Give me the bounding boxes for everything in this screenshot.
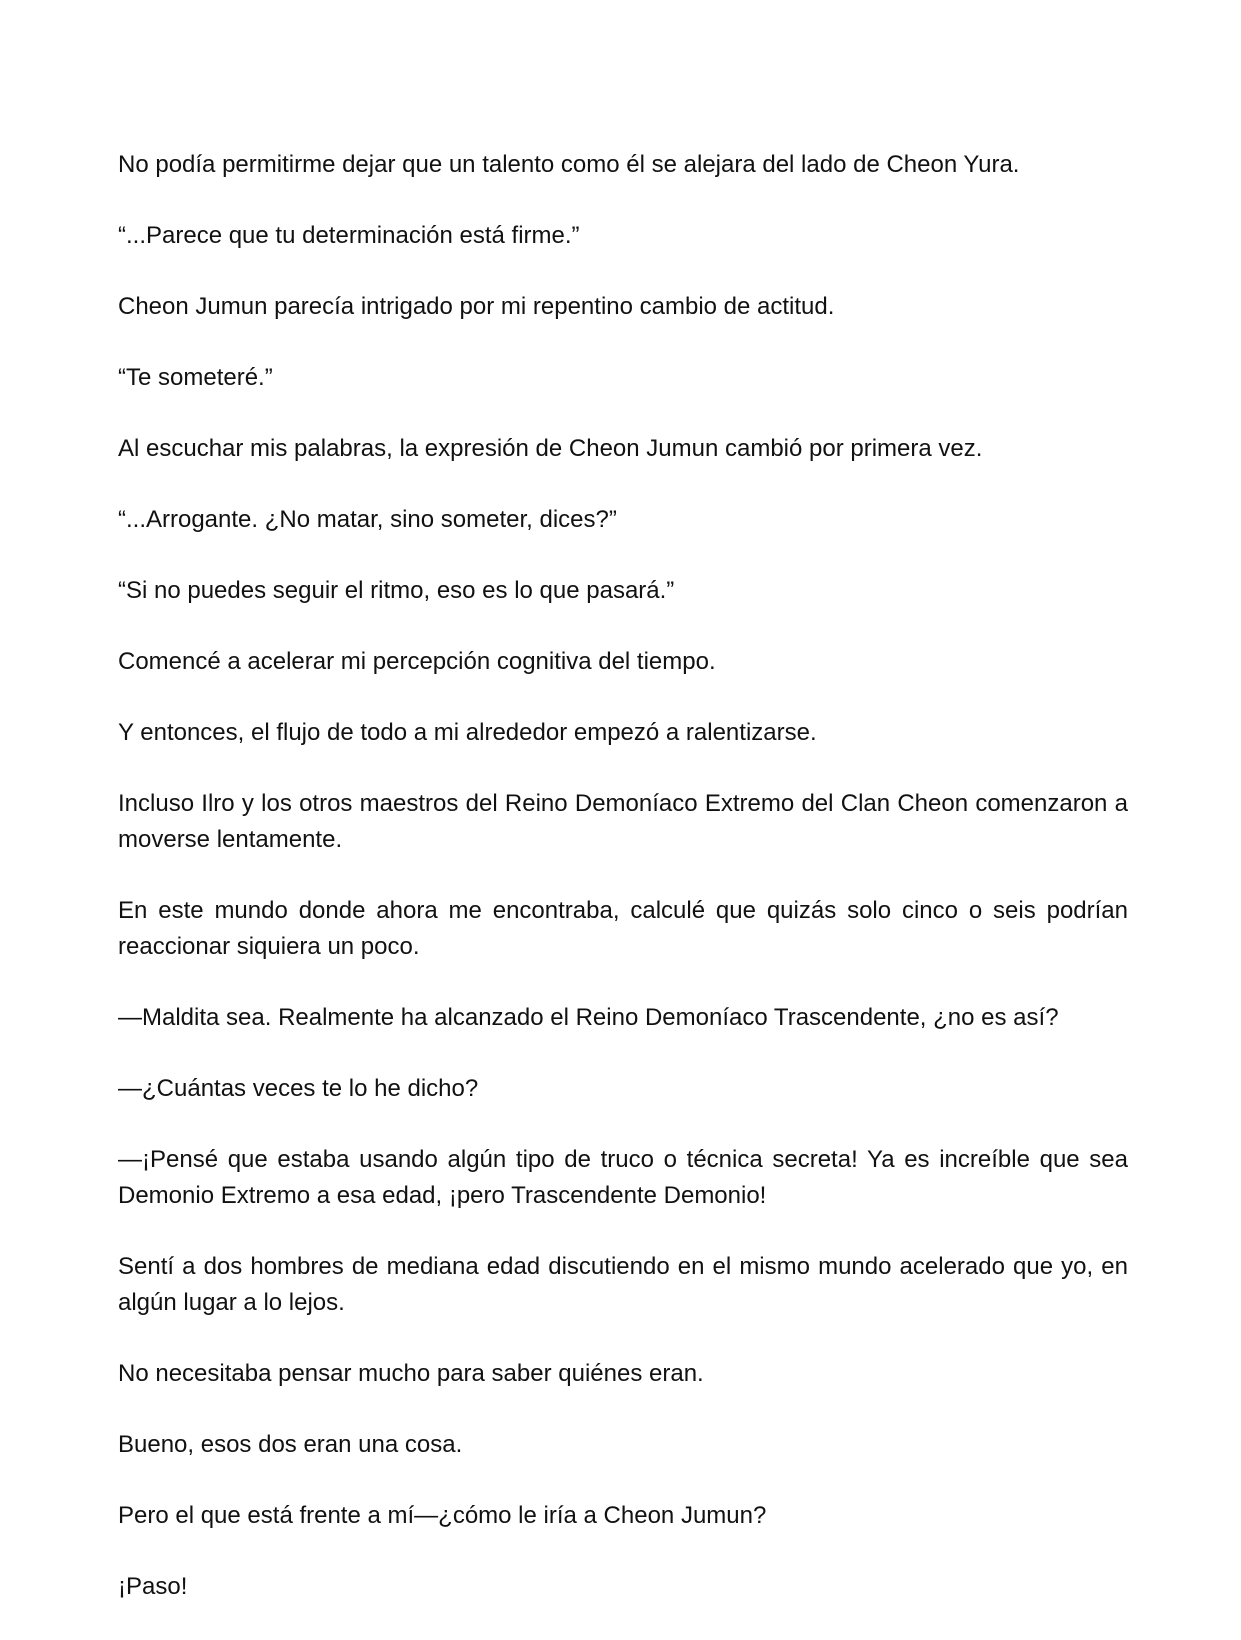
paragraph-15: Sentí a dos hombres de mediana edad discutiendo en el mismo mundo acelerado que yo, en algún lugar a lo lejos. xyxy=(118,1253,1128,1316)
paragraph-17: Bueno, esos dos eran una cosa. xyxy=(118,1431,463,1458)
paragraph-7: “Si no puedes seguir el ritmo, eso es lo que pasará.” xyxy=(118,577,675,604)
paragraph-8: Comencé a acelerar mi percepción cognitiva del tiempo. xyxy=(118,648,716,675)
paragraph-14: —¡Pensé que estaba usando algún tipo de truco o técnica secreta! Ya es increíble que sea Demonio Extremo a esa edad, ¡pero Trascendente Demonio! xyxy=(118,1146,1128,1209)
paragraph-5: Al escuchar mis palabras, la expresión de Cheon Jumun cambió por primera vez. xyxy=(118,435,983,462)
paragraph-3: Cheon Jumun parecía intrigado por mi repentino cambio de actitud. xyxy=(118,293,835,320)
paragraph-4: “Te someteré.” xyxy=(118,364,273,391)
paragraph-16: No necesitaba pensar mucho para saber quiénes eran. xyxy=(118,1360,704,1387)
paragraph-9: Y entonces, el flujo de todo a mi alrededor empezó a ralentizarse. xyxy=(118,719,817,746)
document-body xyxy=(118,147,1128,1640)
paragraph-2: “...Parece que tu determinación está firme.” xyxy=(118,222,580,249)
paragraph-1: No podía permitirme dejar que un talento como él se alejara del lado de Cheon Yura. xyxy=(118,151,1020,178)
paragraph-11: En este mundo donde ahora me encontraba, calculé que quizás solo cinco o seis podrían reaccionar siquiera un poco. xyxy=(118,897,1128,960)
paragraph-10: Incluso Ilro y los otros maestros del Reino Demoníaco Extremo del Clan Cheon comenzaron a moverse lentamente. xyxy=(118,790,1128,853)
paragraph-12: —Maldita sea. Realmente ha alcanzado el Reino Demoníaco Trascendente, ¿no es así? xyxy=(118,1004,1059,1031)
paragraph-13: —¿Cuántas veces te lo he dicho? xyxy=(118,1075,479,1102)
paragraph-18: Pero el que está frente a mí—¿cómo le iría a Cheon Jumun? xyxy=(118,1502,767,1529)
paragraph-6: “...Arrogante. ¿No matar, sino someter, dices?” xyxy=(118,506,617,533)
paragraph-19: ¡Paso! xyxy=(118,1573,188,1600)
